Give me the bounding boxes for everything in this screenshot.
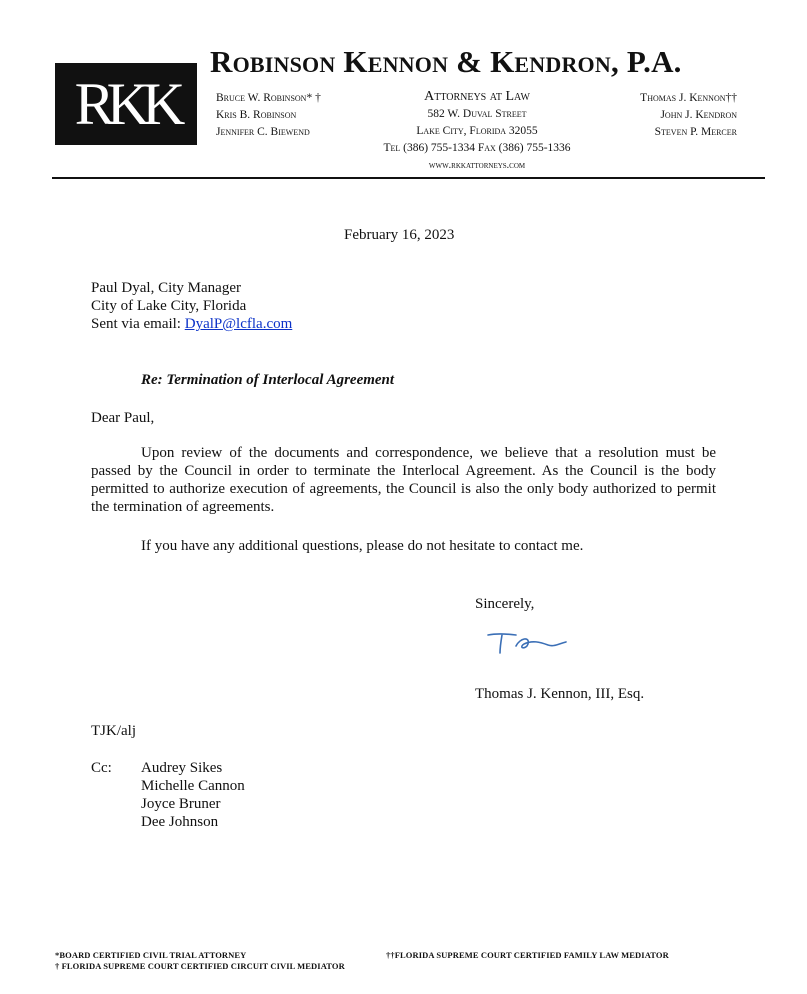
salutation: Dear Paul, <box>91 410 155 426</box>
partner-name: Thomas J. Kennon†† <box>640 92 737 104</box>
closing: Sincerely, <box>475 596 535 612</box>
handwritten-signature <box>486 626 576 658</box>
recipient-email-link[interactable]: DyalP@lcfla.com <box>184 316 293 332</box>
cc-recipient: Michelle Cannon <box>141 778 245 794</box>
cc-label: Cc: <box>91 760 112 776</box>
firm-tagline: Attorneys at Law <box>424 89 530 104</box>
firm-address-block <box>374 88 580 174</box>
firm-logo <box>55 63 197 145</box>
footer-certifications-left <box>55 950 345 972</box>
recipient-line: City of Lake City, Florida <box>91 298 247 314</box>
body-paragraph: If you have any additional questions, please do not hesitate to contact me. <box>141 538 584 554</box>
email-prefix: Sent via email: <box>91 316 185 332</box>
cc-recipient: Joyce Bruner <box>141 796 221 812</box>
cc-recipient: Audrey Sikes <box>141 760 223 776</box>
signer-name: Thomas J. Kennon, III, Esq. <box>475 686 645 702</box>
partner-name: John J. Kendron <box>660 109 737 121</box>
footer-note: *BOARD CERTIFIED CIVIL TRIAL ATTORNEY <box>55 950 247 960</box>
typist-initials: TJK/alj <box>91 723 136 739</box>
footer-note: † FLORIDA SUPREME COURT CERTIFIED CIRCUIT CIVIL MEDIATOR <box>55 961 345 971</box>
recipient-address <box>91 279 292 333</box>
subject-line: Re: Termination of Interlocal Agreement <box>141 372 395 388</box>
right-partners <box>640 90 737 141</box>
firm-city: Lake City, Florida 32055 <box>416 125 538 137</box>
cc-recipient: Dee Johnson <box>141 814 219 830</box>
cc-list <box>141 759 245 831</box>
recipient-line: Paul Dyal, City Manager <box>91 280 241 296</box>
firm-street: 582 W. Duval Street <box>427 108 527 120</box>
left-partners <box>216 90 321 141</box>
logo-text: RKK <box>74 71 178 137</box>
partner-name: Jennifer C. Biewend <box>216 126 310 138</box>
firm-name: Robinson Kennon & Kendron, P.A. <box>210 44 682 79</box>
recipient-email-line <box>91 315 292 333</box>
body-paragraph: Upon review of the documents and correspondence, we believe that a resolution must be passed by the Council in order to terminate the Interlocal Agreement. As the Council is the body permitted to authorize execution of agreements, the Council is also the only body authorized to permit the termination of agreements. <box>91 445 716 515</box>
firm-phone-fax: Tel (386) 755-1334 Fax (386) 755-1336 <box>383 142 571 154</box>
firm-website: www.rkkattorneys.com <box>428 160 526 171</box>
letterhead-divider <box>52 177 765 179</box>
letter-date: February 16, 2023 <box>344 227 455 243</box>
partner-name: Steven P. Mercer <box>654 126 737 138</box>
footer-note: ††FLORIDA SUPREME COURT CERTIFIED FAMILY LAW MEDIATOR <box>386 950 669 960</box>
partner-name: Bruce W. Robinson* † <box>216 92 321 104</box>
partner-name: Kris B. Robinson <box>216 109 297 121</box>
